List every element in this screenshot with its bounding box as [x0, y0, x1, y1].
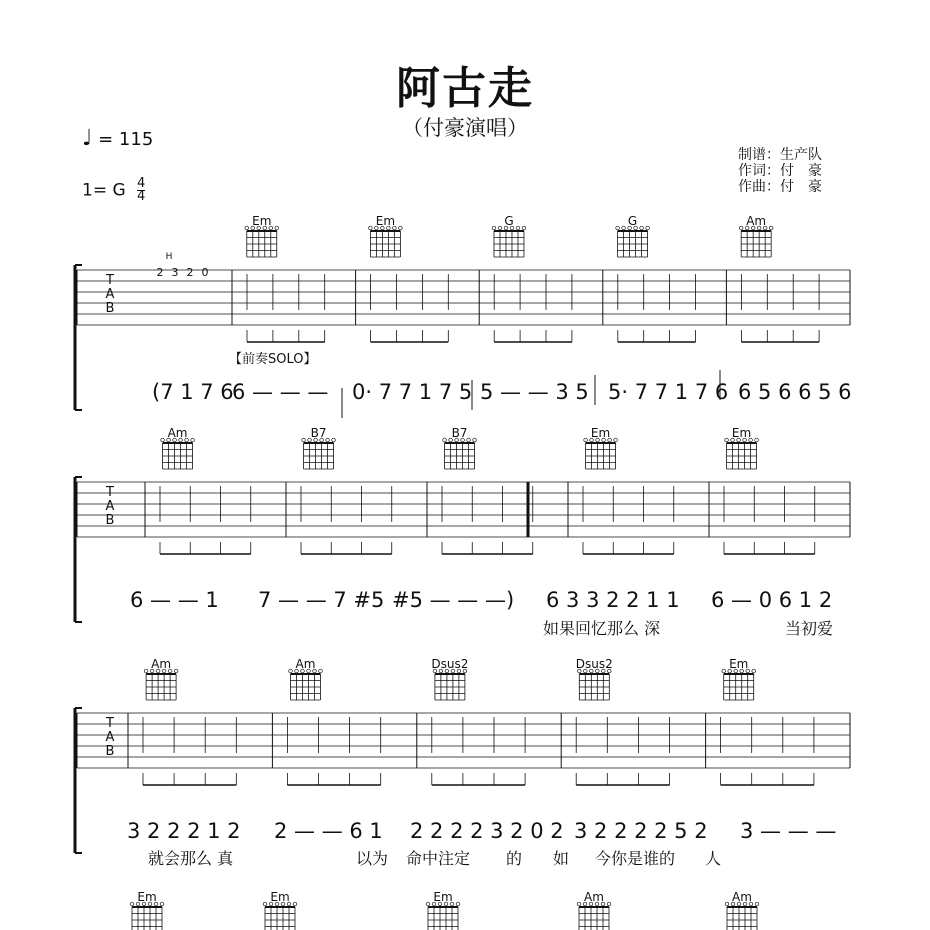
tab-letter-t: T: [106, 716, 114, 731]
lyric-line: 当初爱: [785, 619, 834, 638]
chord-diagram: [130, 890, 164, 930]
numbered-notation-measure: 6 — 0 6 1 2: [711, 588, 833, 612]
chord-diagram: [725, 426, 759, 469]
open-string-marker: [522, 226, 526, 230]
numbered-notation-measure: 2 — — 6 1: [274, 819, 383, 843]
open-string-marker: [293, 902, 297, 906]
chord-diagram: [739, 214, 773, 257]
tab-letter-b: B: [105, 513, 115, 528]
numbered-notation-measure: 3 2 2 2 2 5 2: [574, 819, 708, 843]
chord-diagram: [725, 890, 759, 930]
open-string-marker: [130, 902, 134, 906]
numbered-notation-measure: 6 5 6 6 5 6: [738, 380, 852, 404]
numbered-notation-measure: 3 2 2 2 1 2: [127, 819, 241, 843]
chord-diagram: [577, 890, 611, 930]
chord-diagram: [616, 214, 650, 257]
open-string-marker: [725, 438, 729, 442]
numbered-notation-measure: #5 — — —): [392, 588, 515, 612]
chord-diagram: [263, 890, 297, 930]
open-string-marker: [263, 902, 267, 906]
chord-name: Em: [252, 214, 272, 228]
time-sig-top: 4: [137, 176, 146, 191]
song-subtitle: （付豪演唱）: [402, 116, 528, 140]
section-label: 【前奏SOLO】: [229, 352, 317, 367]
numbered-notation-measure: 2 2 2 2 3 2 0 2: [410, 819, 564, 843]
open-string-marker: [275, 226, 279, 230]
tab-system-2: [75, 426, 850, 638]
open-string-marker: [614, 438, 618, 442]
numbered-notation-measure: 6 — — —: [232, 380, 329, 404]
lyric-line: 今你是谁的: [595, 849, 676, 868]
chord-name: Am: [746, 214, 767, 228]
pickup-fret-number: 2: [156, 266, 164, 279]
credit-transcriber: 制谱：生产队: [738, 147, 822, 163]
key-label: 1= G: [82, 180, 126, 201]
tab-system-1: [75, 214, 852, 418]
pickup-fret-number: 3: [171, 266, 179, 279]
open-string-marker: [577, 902, 581, 906]
open-string-marker: [622, 226, 626, 230]
pickup-fret-number: 0: [201, 266, 209, 279]
chord-name: Am: [151, 657, 172, 671]
open-string-marker: [449, 438, 453, 442]
chord-name: B7: [310, 426, 327, 440]
lyric-line: 就会那么 真: [148, 849, 234, 868]
chord-diagram: [302, 426, 336, 469]
open-string-marker: [646, 226, 650, 230]
open-string-marker: [752, 669, 756, 673]
chord-name: Dsus2: [431, 657, 469, 671]
open-string-marker: [369, 226, 373, 230]
open-string-marker: [399, 226, 403, 230]
chord-name: G: [504, 214, 514, 228]
open-string-marker: [319, 669, 323, 673]
tab-letter-a: A: [105, 499, 115, 514]
open-string-marker: [426, 902, 430, 906]
open-string-marker: [755, 438, 759, 442]
tab-letter-b: B: [105, 744, 115, 759]
open-string-marker: [584, 438, 588, 442]
chord-diagram: [722, 657, 756, 700]
numbered-notation-measure: 7 — — 7 #5: [258, 588, 385, 612]
tab-letter-b: B: [105, 301, 115, 316]
song-title: 阿古走: [396, 63, 534, 114]
chord-diagram: [369, 214, 403, 257]
open-string-marker: [302, 438, 306, 442]
open-string-marker: [739, 226, 743, 230]
open-string-marker: [640, 226, 644, 230]
chord-name: B7: [451, 426, 468, 440]
open-string-marker: [498, 226, 502, 230]
tab-letter-a: A: [105, 287, 115, 302]
chord-name: Em: [433, 890, 453, 904]
chord-name: Em: [137, 890, 157, 904]
open-string-marker: [144, 669, 148, 673]
open-string-marker: [492, 226, 496, 230]
pickup-fret-number: 2: [186, 266, 194, 279]
credit-composer: 作曲：付 豪: [738, 179, 822, 195]
open-string-marker: [160, 902, 164, 906]
chord-name: Am: [167, 426, 188, 440]
open-string-marker: [607, 902, 611, 906]
open-string-marker: [725, 902, 729, 906]
hammer-on-mark: H: [165, 252, 173, 262]
tab-system-4: [130, 890, 759, 930]
time-sig-bottom: 4: [137, 189, 146, 204]
chord-diagram: [492, 214, 526, 257]
chord-diagram: [161, 426, 195, 469]
chord-diagram: [144, 657, 178, 700]
open-string-marker: [456, 902, 460, 906]
open-string-marker: [161, 438, 165, 442]
tab-letter-t: T: [106, 485, 114, 500]
open-string-marker: [769, 226, 773, 230]
chord-name: Em: [729, 657, 749, 671]
open-string-marker: [473, 438, 477, 442]
open-string-marker: [443, 438, 447, 442]
numbered-notation-measure: 3 — — —: [740, 819, 837, 843]
chord-name: Em: [270, 890, 290, 904]
numbered-notation-measure: 5· 7 7 1 7 6: [608, 380, 729, 404]
chord-diagram: [584, 426, 618, 469]
open-string-marker: [191, 438, 195, 442]
lyric-line: 的: [506, 849, 523, 868]
lyric-line: 如果回忆那么 深: [543, 619, 661, 638]
open-string-marker: [467, 438, 471, 442]
open-string-marker: [332, 438, 336, 442]
chord-name: Am: [732, 890, 752, 904]
chord-name: Em: [731, 426, 752, 440]
open-string-marker: [516, 226, 520, 230]
tab-letter-t: T: [106, 273, 114, 288]
chord-name: Em: [590, 426, 611, 440]
open-string-marker: [722, 669, 726, 673]
open-string-marker: [245, 226, 249, 230]
chord-diagram: [576, 657, 613, 700]
chord-name: G: [627, 214, 638, 228]
tempo-value: = 115: [98, 129, 154, 150]
open-string-marker: [755, 902, 759, 906]
lyric-line: 以为: [356, 849, 389, 868]
lyric-line: 命中注定: [406, 849, 471, 868]
numbered-notation-measure: 6 3 3 2 2 1 1: [546, 588, 680, 612]
open-string-marker: [326, 438, 330, 442]
chord-name: Em: [375, 214, 396, 228]
chord-diagram: [426, 890, 460, 930]
numbered-notation-measure: 6 — — 1: [130, 588, 219, 612]
lyric-line: 如: [553, 849, 570, 868]
quarter-note-icon: ♩: [82, 126, 93, 151]
chord-name: Am: [295, 657, 316, 671]
tab-letter-a: A: [105, 730, 115, 745]
chord-name: Dsus2: [575, 657, 613, 671]
numbered-notation-measure: 0· 7 7 1 7 5: [352, 380, 473, 404]
credit-lyricist: 作词：付 豪: [738, 163, 822, 179]
chord-diagram: [289, 657, 323, 700]
chord-diagram: [245, 214, 279, 257]
chord-diagram: [431, 657, 468, 700]
chord-name: Am: [584, 890, 604, 904]
open-string-marker: [308, 438, 312, 442]
open-string-marker: [616, 226, 620, 230]
numbered-notation-measure: 5 — — 3 5: [480, 380, 589, 404]
open-string-marker: [289, 669, 293, 673]
tab-system-3: [75, 657, 850, 868]
numbered-notation-measure: (7 1 7 6: [152, 380, 234, 404]
lyric-line: 人: [705, 849, 722, 868]
chord-diagram: [443, 426, 477, 469]
open-string-marker: [174, 669, 178, 673]
